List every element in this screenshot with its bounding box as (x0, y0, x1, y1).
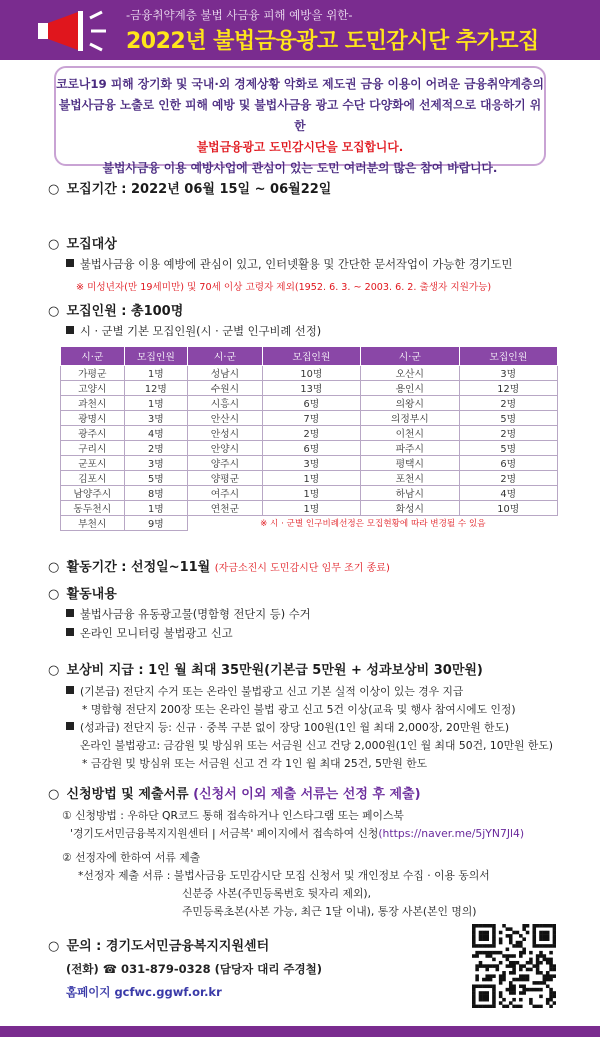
cell-count: 1명 (262, 471, 360, 486)
cell-count: 8명 (124, 486, 188, 501)
square-bullet-icon (66, 326, 74, 334)
section-apply (48, 783, 421, 802)
cell-count: 1명 (124, 501, 188, 516)
apply-line-5: 신분증 사본(주민등록번호 뒷자리 제외), (182, 887, 372, 900)
cell-count: 10명 (262, 366, 360, 381)
cell-count: 12명 (124, 381, 188, 396)
cell-region: 성남시 (188, 366, 262, 381)
cell-count: 9명 (124, 516, 188, 531)
cell-count: 5명 (459, 411, 557, 426)
section-period (48, 178, 331, 197)
cell-count: 12명 (459, 381, 557, 396)
apply-line-3: ② 선정자에 한하여 서류 제출 (62, 851, 201, 864)
cell-region: 시흥시 (188, 396, 262, 411)
cell-count: 3명 (262, 456, 360, 471)
cell-count: 1명 (262, 486, 360, 501)
col-header: 시·군 (61, 347, 125, 366)
header-banner (0, 0, 600, 60)
cell-count: 3명 (124, 456, 188, 471)
cell-region: 가평군 (61, 366, 125, 381)
cell-region: 포천시 (361, 471, 459, 486)
apply-title-note: (신청서 이외 제출 서류는 선정 후 제출) (193, 787, 421, 802)
circle-bullet-icon: ○ (48, 939, 60, 954)
table-row (61, 381, 558, 396)
cell-region: 파주시 (361, 441, 459, 456)
apply-line-1: ① 신청방법 : 우하단 QR코드 통해 접속하거나 인스타그램 또는 페이스북 (62, 809, 404, 822)
cell-count: 7명 (262, 411, 360, 426)
square-bullet-icon (66, 609, 74, 617)
reward-title: 보상비 지급 : 1인 월 최대 35만원(기본급 5만원 + 성과보상비 30만원) (66, 663, 483, 678)
personnel-title: 모집인원 : 총100명 (66, 304, 184, 319)
cell-count: 10명 (459, 501, 557, 516)
cell-region: 하남시 (361, 486, 459, 501)
table-row (61, 366, 558, 381)
cell-count: 2명 (262, 426, 360, 441)
table-row (61, 396, 558, 411)
table-row (61, 501, 558, 516)
circle-bullet-icon: ○ (48, 304, 60, 319)
cell-region: 김포시 (61, 471, 125, 486)
period-title: 모집기간 : 2022년 06월 15일 ~ 06월22일 (66, 182, 332, 197)
circle-bullet-icon: ○ (48, 560, 60, 575)
table-row (61, 486, 558, 501)
footer-bar (0, 1026, 600, 1037)
section-reward (48, 659, 483, 678)
table-row (61, 516, 558, 531)
intro-line-4: 불법사금융 이용 예방사업에 관심이 있는 도민 여러분의 많은 참여 바랍니다. (102, 161, 498, 175)
apply-title: 신청방법 및 제출서류 (66, 787, 189, 802)
activity-period-note: (자금소진시 도민감시단 임무 조기 종료) (214, 563, 390, 574)
cell-region: 용인시 (361, 381, 459, 396)
circle-bullet-icon: ○ (48, 587, 60, 602)
table-row (61, 426, 558, 441)
cell-count: 4명 (124, 426, 188, 441)
apply-line-6: 주민등록초본(사본 가능, 최근 1달 이내), 통장 사본(본인 명의) (182, 905, 477, 918)
personnel-item: 시 · 군별 기본 모집인원(시 · 군별 인구비례 선정) (66, 323, 321, 339)
cell-count: 3명 (124, 411, 188, 426)
table-row (61, 411, 558, 426)
cell-count: 1명 (124, 366, 188, 381)
target-title: 모집대상 (66, 237, 117, 252)
cell-region: 양평군 (188, 471, 262, 486)
apply-line-2: '경기도서민금융복지지원센터 | 서금복' 페이지에서 접속하여 신청(https://naver.me/5jYN7Jl4) (70, 827, 525, 840)
apply-link[interactable]: (https://naver.me/5jYN7Jl4) (378, 827, 525, 840)
cell-region: 연천군 (188, 501, 262, 516)
cell-count: 2명 (459, 426, 557, 441)
cell-region: 수원시 (188, 381, 262, 396)
cell-count: 2명 (124, 441, 188, 456)
activity-item: 불법사금융 유동광고물(명함형 전단지 등) 수거 (66, 606, 311, 622)
cell-region: 동두천시 (61, 501, 125, 516)
megaphone-icon (34, 8, 114, 54)
cell-region: 남양주시 (61, 486, 125, 501)
cell-count: 5명 (124, 471, 188, 486)
target-item: 불법사금융 이용 예방에 관심이 있고, 인터넷활용 및 간단한 문서작업이 가능한 경기도민 (66, 256, 512, 272)
contact-homepage[interactable]: 홈페이지 gcfwc.ggwf.or.kr (66, 985, 222, 999)
cell-count: 5명 (459, 441, 557, 456)
header-subtitle: -금융취약계층 불법 사금융 피해 예방을 위한- (126, 8, 353, 22)
cell-region: 구리시 (61, 441, 125, 456)
cell-region: 광명시 (61, 411, 125, 426)
circle-bullet-icon: ○ (48, 237, 60, 252)
section-contact (48, 935, 269, 954)
cell-region: 고양시 (61, 381, 125, 396)
col-header: 시·군 (361, 347, 459, 366)
cell-region: 의왕시 (361, 396, 459, 411)
target-note: ※ 미성년자(만 19세미만) 및 70세 이상 고령자 제외(1952. 6. 3. ~ 2003. 6. 2. 출생자 지원가능) (76, 282, 492, 293)
section-target (48, 233, 117, 252)
col-header: 모집인원 (124, 347, 188, 366)
cell-count: 13명 (262, 381, 360, 396)
cell-count: 3명 (459, 366, 557, 381)
table-row (61, 441, 558, 456)
cell-region: 안산시 (188, 411, 262, 426)
cell-region: 이천시 (361, 426, 459, 441)
col-header: 모집인원 (262, 347, 360, 366)
recruit-table (60, 346, 558, 531)
square-bullet-icon (66, 628, 74, 636)
cell-region: 광주시 (61, 426, 125, 441)
intro-box (54, 66, 546, 175)
cell-region: 오산시 (361, 366, 459, 381)
table-row (61, 456, 558, 471)
reward-line-2: * 명함형 전단지 200장 또는 온라인 불법 광고 신고 5건 이상(교육 및 행사 참여시에도 인정) (82, 703, 516, 716)
intro-line-3: 불법금융광고 도민감시단을 모집합니다. (196, 140, 404, 154)
col-header: 시·군 (188, 347, 262, 366)
section-activity-period (48, 556, 390, 575)
square-bullet-icon (66, 259, 74, 267)
circle-bullet-icon: ○ (48, 787, 60, 802)
cell-count: 4명 (459, 486, 557, 501)
cell-region: 평택시 (361, 456, 459, 471)
cell-count: 6명 (459, 456, 557, 471)
activity-item: 온라인 모니터링 불법광고 신고 (66, 625, 233, 641)
intro-line-2: 불법사금융 노출로 인한 피해 예방 및 불법사금융 광고 수단 다양화에 선제적으로 대응하기 위한 (58, 98, 542, 133)
qr-code-icon[interactable] (472, 924, 556, 1008)
cell-region: 의정부시 (361, 411, 459, 426)
cell-count: 6명 (262, 396, 360, 411)
intro-line-1: 코로나19 피해 장기화 및 국내·외 경제상황 악화로 제도권 금융 이용이 어려운 금융취약계층의 (56, 77, 544, 91)
cell-count: 6명 (262, 441, 360, 456)
cell-region: 군포시 (61, 456, 125, 471)
activity-title: 활동내용 (66, 587, 117, 602)
cell-count: 1명 (262, 501, 360, 516)
apply-line-4: *선정자 제출 서류 : 불법사금융 도민감시단 모집 신청서 및 개인정보 수집 · 이용 동의서 (78, 869, 490, 882)
circle-bullet-icon: ○ (48, 663, 60, 678)
contact-title: 문의 : 경기도서민금융복지지원센터 (66, 939, 270, 954)
square-bullet-icon (66, 722, 74, 730)
square-bullet-icon (66, 686, 74, 694)
table-note: ※ 시 · 군별 인구비례선정은 모집현황에 따라 변경될 수 있음 (188, 516, 558, 531)
cell-region: 화성시 (361, 501, 459, 516)
cell-count: 1명 (124, 396, 188, 411)
table-header-row (61, 347, 558, 366)
contact-phone: (전화) ☎ 031-879-0328 (담당자 대리 주경철) (66, 962, 323, 976)
cell-region: 과천시 (61, 396, 125, 411)
reward-line-4: 온라인 불법광고: 금감원 및 방심위 또는 서금원 신고 건당 2,000원(1인 월 최대 50건, 10만원 한도) (80, 739, 553, 752)
header-title: 2022년 불법금융광고 도민감시단 추가모집 (126, 29, 539, 54)
reward-line-3: (성과급) 전단지 등: 신규 · 중복 구분 없이 장당 100원(1인 월 최대 2,000장, 20만원 한도) (66, 720, 509, 735)
section-personnel (48, 300, 183, 319)
cell-count: 2명 (459, 471, 557, 486)
col-header: 모집인원 (459, 347, 557, 366)
cell-count: 2명 (459, 396, 557, 411)
reward-line-5: * 금감원 및 방심위 또는 서금원 신고 건 각 1인 월 최대 25건, 5만원 한도 (82, 757, 428, 770)
section-activity (48, 583, 117, 602)
cell-region: 안양시 (188, 441, 262, 456)
circle-bullet-icon: ○ (48, 182, 60, 197)
table-row (61, 471, 558, 486)
cell-region: 안성시 (188, 426, 262, 441)
activity-period-title: 활동기간 : 선정일~11월 (66, 560, 211, 575)
reward-line-1: (기본급) 전단지 수거 또는 온라인 불법광고 신고 기본 실적 이상이 있는 경우 지급 (66, 684, 463, 699)
cell-region: 양주시 (188, 456, 262, 471)
cell-region: 여주시 (188, 486, 262, 501)
cell-region: 부천시 (61, 516, 125, 531)
